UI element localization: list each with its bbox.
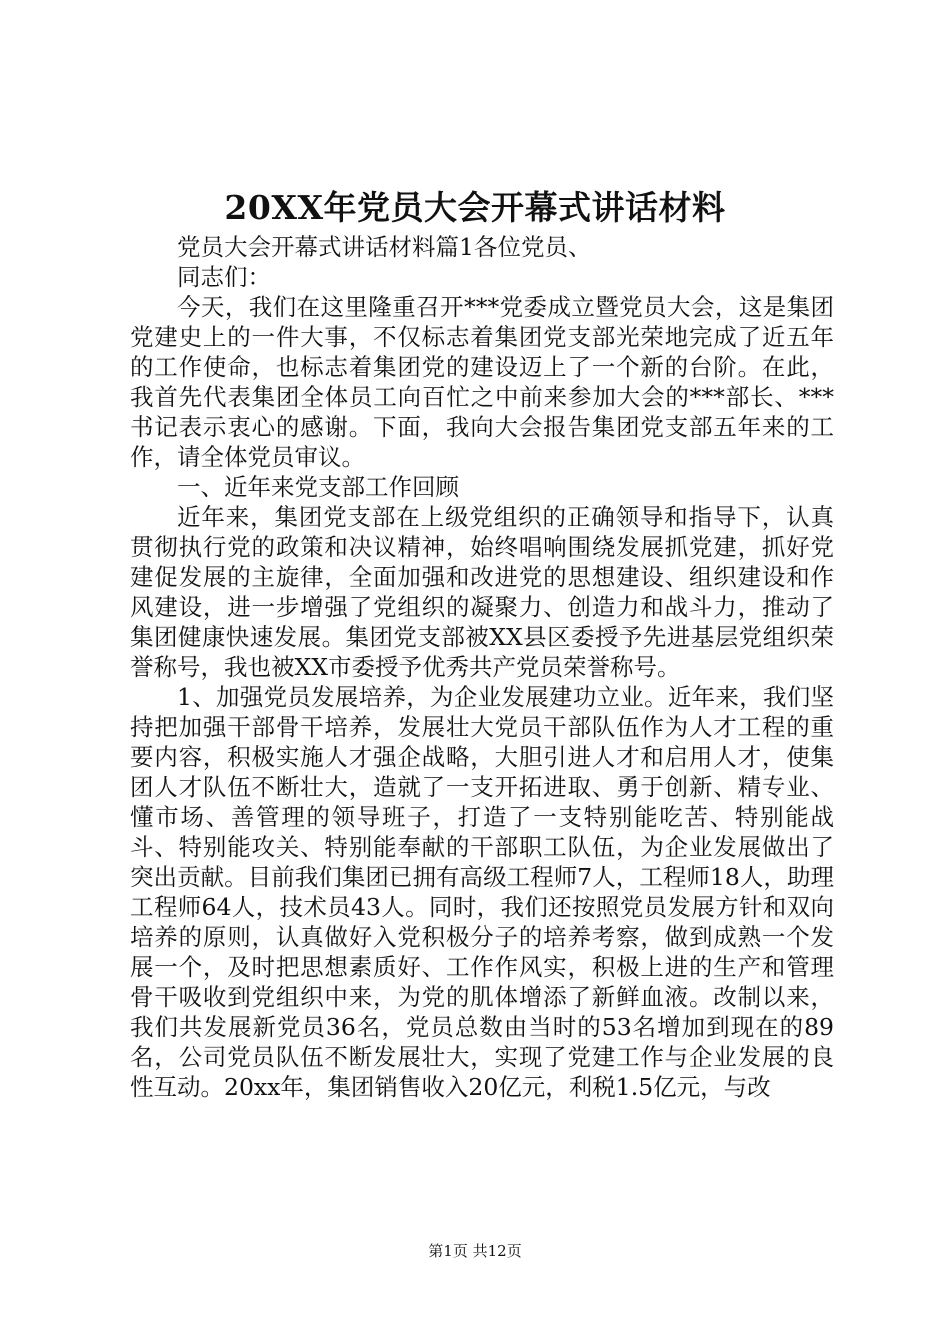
paragraph-2: 同志们： [177,263,271,291]
paragraph-4: 近年来，集团党支部在上级党组织的正确领导和指导下，认真贯彻执行党的政策和决议精神，始终唱响围绕发展抓党建，抓好党建促发展的主旋律，全面加强和改进党的思想建设、组织建设和作风建设，进一步增强了党组织的凝聚力、创造力和战斗力，推动了集团健康快速发展。集团党支部被XX县区委授予先进基层党组织荣誉称号，我也被XX市委授予优秀共产党员荣誉称号。 [130,503,834,681]
paragraph-5: 1、加强党员发展培养，为企业发展建功立业。近年来，我们坚持把加强干部骨干培养，发展壮大党员干部队伍作为人才工程的重要内容，积极实施人才强企战略，大胆引进人才和启用人才，使集团人才队伍不断壮大，造就了一支开拓进取、勇于创新、精专业、懂市场、善管理的领导班子，打造了一支特别能吃苦、特别能战斗、特别能攻关、特别能奉献的干部职工队伍，为企业发展做出了突出贡献。目前我们集团已拥有高级工程师7人，工程师18人，助理工程师64人，技术员43人。同时，我们还按照党员发展方针和双向培养的原则，认真做好入党积极分子的培养考察，做到成熟一个发展一个，及时把思想素质好、工作作风实，积极上进的生产和管理骨干吸收到党组织中来，为党的肌体增添了新鲜血液。改制以来，我们共发展新党员36名，党员总数由当时的53名增加到现在的89名，公司党员队伍不断发展壮大，实现了党建工作与企业发展的良性互动。20xx年，集团销售收入20亿元，利税1.5亿元，与改 [130,683,834,1101]
document-title: 20XX年党员大会开幕式讲话材料 [224,188,726,227]
document-body [130,232,834,1102]
paragraph-1: 党员大会开幕式讲话材料篇1各位党员、 [177,233,592,261]
section-heading: 一、近年来党支部工作回顾 [177,473,459,501]
page-footer: 第1页 共12页 [428,1242,522,1260]
paragraph-3: 今天，我们在这里隆重召开***党委成立暨党员大会，这是集团党建史上的一件大事，不仅标志着集团党支部光荣地完成了近五年的工作使命，也标志着集团党的建设迈上了一个新的台阶。在此，我首先代表集团全体员工向百忙之中前来参加大会的***部长、***书记表示衷心的感谢。下面，我向大会报告集团党支部五年来的工作，请全体党员审议。 [130,293,834,471]
